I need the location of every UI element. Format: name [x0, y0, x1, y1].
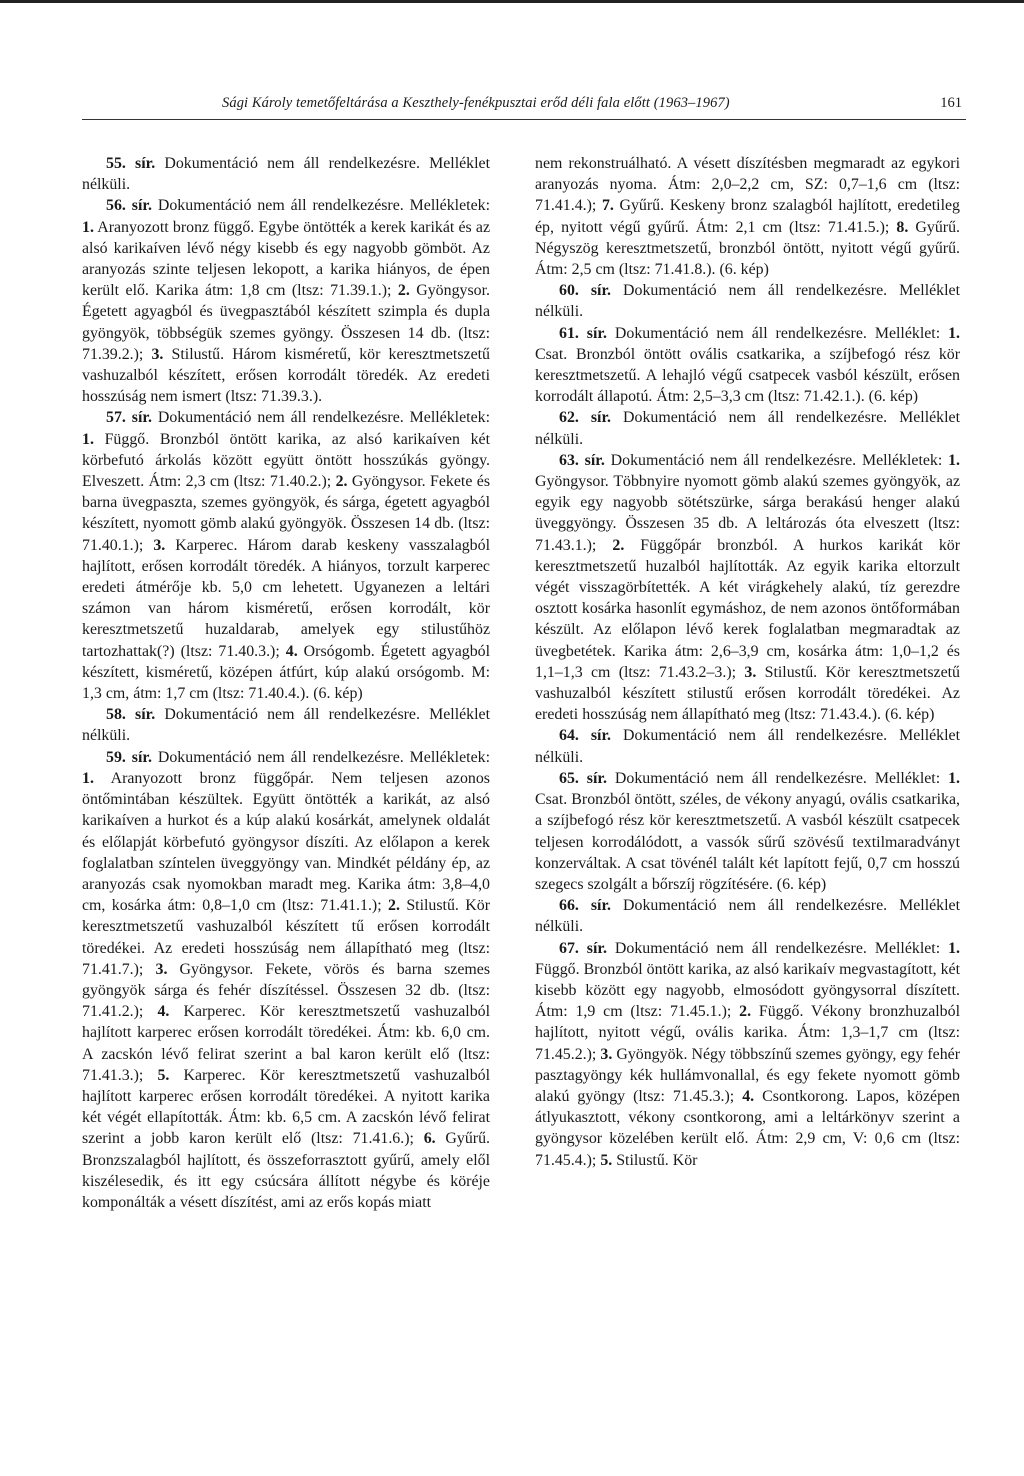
grave-entry: [82, 747, 490, 1213]
grave-number: 61. sír.: [559, 324, 607, 342]
item-description: Aranyozott bronz függő. Egybe öntötték a kerek karikát és az alsó karikaíven lévő négy kisebb és egy nagyobb gömböt. Az aranyozás szinte teljesen lekopott, a karika hiányos, de épen került elő. Karika átm: 1,8 cm (ltsz: 71.39.1.);: [82, 218, 490, 300]
item-description: Karperec. Három darab keskeny vasszalagból hajlított, erősen korrodált töredék. A hiányos, torzult karperec eredeti átmérője kb. 5,0 cm lehetett. Ugyanezen a leltári számon van három kisméretű, erősen korrodált, kör keresztmetszetű huzaldarab, amelyek egy stilustűhöz tartozhattak(?) (ltsz: 71.40.3.);: [82, 536, 490, 660]
item-description: Orsógomb. Égetett agyagból készített, kisméretű, középen átfúrt, kúp alakú orsógomb. M: 1,3 cm, átm: 1,7 cm (ltsz: 71.40.4.). (6. kép): [82, 642, 490, 703]
grave-number: 62. sír.: [559, 409, 612, 427]
grave-entry: [535, 280, 960, 322]
grave-number: 64. sír.: [559, 727, 612, 745]
left-text-column: [82, 153, 490, 1213]
grave-entry: [535, 895, 960, 937]
grave-text: Dokumentáció nem áll rendelkezésre. Mellékletek:: [604, 451, 949, 469]
grave-text: Dokumentáció nem áll rendelkezésre. Melléklet:: [606, 769, 949, 787]
grave-text: Dokumentáció nem áll rendelkezésre. Mellékletek:: [151, 197, 490, 215]
item-number: 5.: [600, 1151, 613, 1169]
item-number: 1.: [948, 324, 960, 342]
grave-text: Dokumentáció nem áll rendelkezésre. Melléklet:: [606, 939, 949, 957]
item-number: 2.: [335, 473, 348, 491]
item-number: 1.: [82, 218, 94, 236]
grave-number: 65. sír.: [559, 769, 607, 787]
grave-text: Dokumentáció nem áll rendelkezésre. Melléklet nélküli.: [535, 727, 960, 766]
item-description: Gyűrű. Keskeny bronz szalagból hajlított, eredetileg ép, nyitott végű gyűrű. Átm: 2,1 cm (ltsz: 71.41.5.);: [535, 197, 960, 236]
item-description: Függő. Vékony bronzhuzalból hajlított, nyitott végű, ovális karika. Átm: 1,3–1,7 cm (ltsz: 71.45.2.);: [535, 1003, 960, 1063]
item-number: 3.: [151, 345, 164, 363]
item-description: Csat. Bronzból öntött ovális csatkarika, a szíjbefogó rész kör keresztmetszetű. A lehajló végű csatpecek vasból készült, erősen korrodált állapotú. Átm: 2,5–3,3 cm (ltsz: 71.42.1.). (6. kép): [535, 345, 960, 406]
grave-entry: [535, 938, 960, 1171]
grave-entry: [535, 323, 960, 408]
item-description: Gyöngysor. Fekete, vörös és barna szemes gyöngyök sárga és fehér díszítéssel. Összesen 32 db. (ltsz: 71.41.2.);: [82, 960, 491, 1021]
item-description: Csat. Bronzból öntött, széles, de vékony anyagú, ovális csatkarika, a szíjbefogó rész kör keresztmetszetű. A vasból készült csatpecek teljesen korrodálódott, a vassók sűrű szövésű textilmaradványt konzerváltak. A csat tövénél talált két lapított fejű, 0,7 cm hosszú szegecs szolgált a bőrszíj rögzítésére. (6. kép): [535, 791, 960, 893]
grave-entry: [82, 704, 490, 746]
grave-entry: [535, 725, 960, 767]
grave-number: 55. sír.: [106, 155, 156, 172]
grave-text: nem rekonstruálható. A vésett díszítésben megmaradt az egykori aranyozás nyoma. Átm: 2,0–2,2 cm, SZ: 0,7–1,6 cm (ltsz: 71.41.4.);: [535, 155, 960, 215]
grave-number: 57. sír.: [106, 409, 152, 427]
item-number: 8.: [896, 218, 909, 236]
grave-entry: [535, 450, 960, 726]
grave-text: Dokumentáció nem áll rendelkezésre. Melléklet nélküli.: [535, 282, 960, 321]
grave-text: Dokumentáció nem áll rendelkezésre. Melléklet nélküli.: [535, 409, 960, 448]
item-number: 3.: [153, 536, 166, 554]
grave-text: Dokumentáció nem áll rendelkezésre. Melléklet nélküli.: [82, 706, 490, 745]
grave-text: Dokumentáció nem áll rendelkezésre. Mellékletek:: [151, 409, 490, 427]
item-description: Gyöngysor. Fekete és barna üvegpaszta, szemes gyöngyök, és sárga, égetett agyagból készített, nyomott gömb alakú gyöngyök. Összesen 14 db. (ltsz: 71.40.1.);: [82, 473, 491, 554]
item-description: Gyűrű. Négyszög keresztmetszetű, bronzból öntött, nyitott végű gyűrű. Átm: 2,5 cm (ltsz: 71.41.8.). (6. kép): [535, 218, 960, 279]
item-description: Gyűrű. Bronzszalagból hajlított, és összeforrasztott gyűrű, amely elől kiszélesedik, és itt egy csúcsára állított négybe és köréje komponálták a vésett díszítést, ami az erős kopás miatt: [82, 1130, 490, 1211]
grave-number: 56. sír.: [106, 197, 152, 215]
grave-number: 66. sír.: [559, 897, 612, 915]
item-description: Függő. Bronzból öntött karika, az alsó karikaív megvastagított, két kisebb között egy nagyobb, elmosódott gyöngysorral díszített. Átm: 1,9 cm (ltsz: 71.45.1.);: [535, 960, 960, 1021]
item-number: 4.: [742, 1087, 755, 1105]
item-number: 2.: [739, 1003, 752, 1021]
item-description: Aranyozott bronz függőpár. Nem teljesen azonos öntőmintában készültek. Együtt öntötték a karikát, az alsó karikaíven a hurkot és a kúp alakú kosárkát, amelynek oldalát és előlapját körbefutó gyöngysor díszíti. Az előlapon a kerek foglalatban színtelen üveggyöngy van. Mindkét példány ép, az aranyozás csak nyomokban maradt meg. Karika átm: 3,8–4,0 cm, kosárka átm: 0,8–1,0 cm (ltsz: 71.41.1.);: [82, 769, 490, 915]
item-number: 7.: [601, 197, 614, 215]
item-description: Stilustű. Kör: [612, 1151, 698, 1169]
grave-entry: [535, 768, 960, 895]
item-number: 4.: [157, 1003, 170, 1021]
item-description: Függőpár bronzból. A hurkos karikát kör keresztmetszetű huzalból hajlították. Az egyik karika eltorzult végét visszagörbítették. A két virágkehely alakú, tíz gerezdre osztott kosárka hasonlít egymáshoz, de nem azonos öntőformában készült. Az előlapon lévő kerek foglalatban megmaradtak az üvegbetétek. Karika átm: 2,6–3,9 cm, kosárka átm: 1,0–1,2 és 1,1–1,3 cm (ltsz: 71.43.2–3.);: [535, 536, 961, 681]
item-description: Gyöngyök. Négy többszínű szemes gyöngy, egy fehér pasztagyöngy kék hullámvonallal, és egy fekete nyomott gömb alakú gyöngy (ltsz: 71.45.3.);: [535, 1045, 960, 1105]
item-description: Függő. Bronzból öntött karika, az alsó karikaíven két körbefutó árkolás között együtt öntött hosszúkás gyöngy. Elveszett. Átm: 2,3 cm (ltsz: 71.40.2.);: [82, 430, 490, 491]
grave-number: 58. sír.: [106, 706, 156, 724]
item-description: Stilustű. Kör keresztmetszetű vashuzalból készített stilustű erősen korrodált töredékei. Az eredeti hosszúság nem állapítható meg (ltsz: 71.43.4.). (6. kép): [535, 663, 960, 724]
grave-text: Dokumentáció nem áll rendelkezésre. Melléklet nélküli.: [82, 155, 490, 194]
top-border-rule: [0, 0, 1024, 3]
grave-entry: [535, 407, 960, 449]
item-description: Stilustű. Kör keresztmetszetű vashuzalból készített tű erősen korrodált töredékei. Az eredeti hosszúság nem állapítható meg (ltsz: 71.41.7.);: [82, 897, 490, 978]
item-number: 2.: [388, 897, 400, 915]
item-description: Csontkorong. Lapos, középen átlyukasztott, vékony csontkorong, ami a leltárkönyv szerint a gyöngysor közelében került elő. Átm: 2,9 cm, V: 0,6 cm (ltsz: 71.45.4.);: [535, 1087, 960, 1169]
item-number: 5.: [157, 1066, 170, 1084]
item-number: 1.: [82, 769, 94, 787]
item-number: 2.: [397, 282, 410, 300]
grave-entry: [82, 153, 490, 195]
item-number: 1.: [948, 451, 960, 469]
item-number: 4.: [285, 642, 298, 660]
grave-entry: [82, 195, 490, 407]
running-title: Sági Károly temetőfeltárása a Keszthely-fenékpusztai erőd déli fala előtt (1963–1967): [222, 95, 730, 111]
page-number: 161: [940, 95, 962, 111]
item-number: 6.: [423, 1130, 436, 1148]
grave-text: Dokumentáció nem áll rendelkezésre. Mellékletek:: [151, 748, 490, 766]
item-description: Karperec. Kör keresztmetszetű vashuzalból hajlított karperec erősen korrodált töredékei. Átm: kb. 6,0 cm. A zacskón lévő felirat szerint a bal karon került elő (ltsz: 71.41.3.);: [82, 1003, 491, 1084]
item-number: 2.: [612, 536, 625, 554]
page-header: [82, 93, 966, 120]
item-number: 3.: [155, 960, 168, 978]
grave-text: Dokumentáció nem áll rendelkezésre. Melléklet:: [606, 324, 949, 342]
grave-number: 60. sír.: [559, 282, 612, 300]
item-description: Gyöngysor. Többnyire nyomott gömb alakú szemes gyöngyök, az egyik egy nagyobb sötétszürke, sárga berakású henger alakú üveggyöngy. Összesen 35 db. A leltározás óta elveszett (ltsz: 71.43.1.);: [535, 473, 960, 554]
right-text-column: [535, 153, 960, 1171]
item-description: Stilustű. Három kisméretű, kör keresztmetszetű vashuzalból készített, erősen korrodált töredék. Az eredeti hosszúság nem ismert (ltsz: 71.39.3.).: [82, 345, 490, 406]
grave-entry: [535, 153, 960, 280]
item-description: Karperec. Kör keresztmetszetű vashuzalból hajlított karperec erősen korrodált töredékei. A nyitott karika két végét ellapították. Átm: kb. 6,5 cm. A zacskón lévő felirat szerint a jobb karon került elő (ltsz: 71.41.6.);: [82, 1066, 491, 1148]
grave-number: 67. sír.: [559, 939, 607, 957]
item-description: Gyöngysor. Égetett agyagból és üvegpasztából készített szimpla és dupla gyöngyök, többségük szemes gyöngy. Összesen 14 db. (ltsz: 71.39.2.);: [82, 282, 490, 363]
item-number: 3.: [600, 1045, 613, 1063]
item-number: 3.: [744, 663, 757, 681]
grave-text: Dokumentáció nem áll rendelkezésre. Melléklet nélküli.: [535, 897, 960, 936]
item-number: 1.: [82, 430, 94, 448]
item-number: 1.: [948, 939, 960, 957]
item-number: 1.: [948, 769, 960, 787]
grave-number: 63. sír.: [559, 451, 605, 469]
grave-entry: [82, 407, 490, 704]
grave-number: 59. sír.: [106, 748, 152, 766]
